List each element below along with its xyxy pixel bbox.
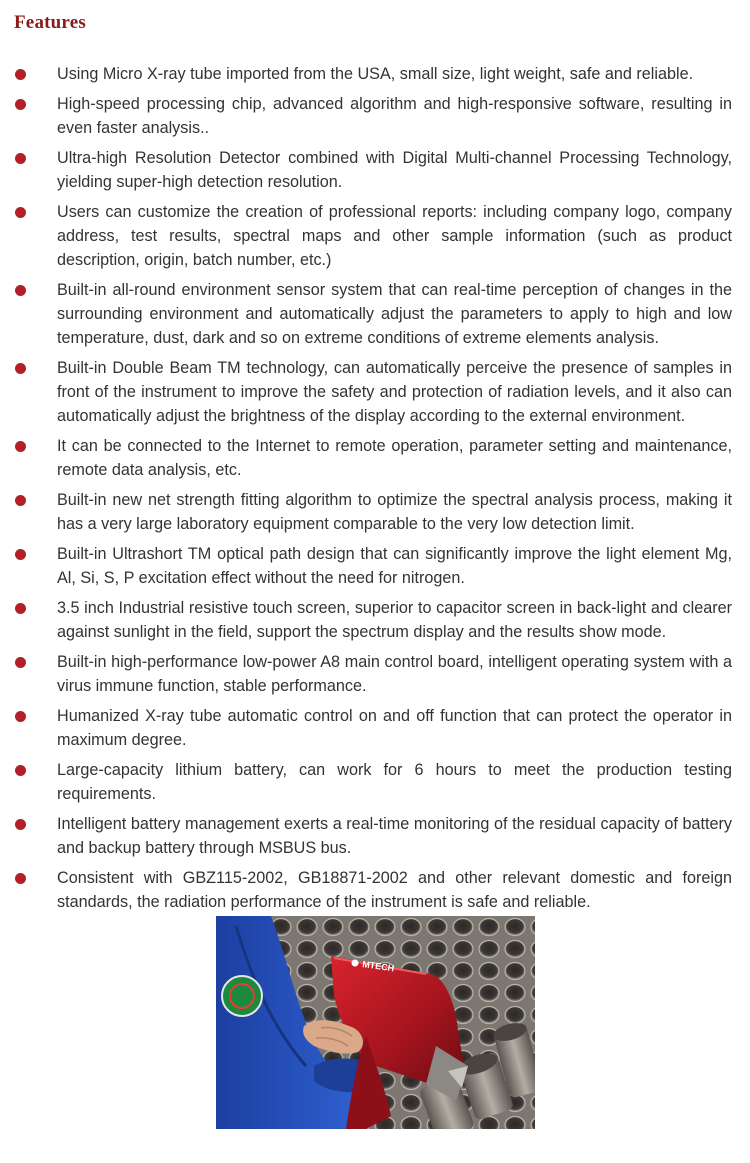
- feature-item: [0, 758, 750, 806]
- feature-text: Using Micro X-ray tube imported from the USA, small size, light weight, safe and reliable.: [57, 65, 694, 83]
- bullet-icon: [15, 99, 26, 110]
- feature-text: Built-in new net strength fitting algorithm to optimize the spectral analysis process, making it has a very large laboratory equipment comparable to the very low detection limit.: [57, 491, 732, 533]
- feature-text: Humanized X-ray tube automatic control on and off function that can protect the operator in maximum degree.: [57, 707, 732, 749]
- feature-text: 3.5 inch Industrial resistive touch screen, superior to capacitor screen in back-light and clearer against sunlight in the field, support the spectrum display and the results show mode.: [57, 599, 732, 641]
- feature-text: Intelligent battery management exerts a real-time monitoring of the residual capacity of battery and backup battery through MSBUS bus.: [57, 815, 732, 857]
- feature-text: Built-in all-round environment sensor system that can real-time perception of changes in the surrounding environment and automatically adjust the parameters to apply to high and low temperature, dust, dark and so on extreme conditions of extreme elements analysis.: [57, 281, 732, 347]
- feature-text: It can be connected to the Internet to remote operation, parameter setting and maintenance, remote data analysis, etc.: [57, 437, 732, 479]
- feature-item: [0, 596, 750, 644]
- bullet-icon: [15, 153, 26, 164]
- feature-item: [0, 488, 750, 536]
- brand-logo-icon: [352, 960, 359, 967]
- feature-text: Consistent with GBZ115-2002, GB18871-2002 and other relevant domestic and foreign standards, the radiation performance of the instrument is safe and reliable.: [57, 869, 732, 911]
- feature-item: [0, 278, 750, 350]
- bullet-icon: [15, 711, 26, 722]
- bullet-icon: [15, 657, 26, 668]
- bullet-icon: [15, 549, 26, 560]
- feature-item: [0, 812, 750, 860]
- feature-item: [0, 866, 750, 914]
- feature-item: [0, 92, 750, 140]
- feature-item: [0, 434, 750, 482]
- emblem-icon: [222, 976, 262, 1016]
- bullet-icon: [15, 207, 26, 218]
- bullet-icon: [15, 441, 26, 452]
- bullet-icon: [15, 69, 26, 80]
- bullet-icon: [15, 873, 26, 884]
- bullet-icon: [15, 819, 26, 830]
- feature-item: [0, 146, 750, 194]
- product-photo: [216, 916, 535, 1129]
- feature-list: [0, 62, 750, 920]
- feature-item: [0, 356, 750, 428]
- feature-item: [0, 200, 750, 272]
- bullet-icon: [15, 495, 26, 506]
- bullet-icon: [15, 363, 26, 374]
- feature-text: Large-capacity lithium battery, can work for 6 hours to meet the production testing requirements.: [57, 761, 732, 803]
- feature-item: [0, 542, 750, 590]
- bullet-icon: [15, 603, 26, 614]
- feature-item: [0, 650, 750, 698]
- features-heading: Features: [14, 12, 86, 33]
- feature-text: Ultra-high Resolution Detector combined with Digital Multi-channel Processing Technology, yielding super-high detection resolution.: [57, 149, 732, 191]
- feature-text: Built-in Double Beam TM technology, can automatically perceive the presence of samples in front of the instrument to improve the safety and protection of radiation levels, and it also can automatically adjust the brightness of the display according to the external environment.: [57, 359, 732, 425]
- bullet-icon: [15, 285, 26, 296]
- feature-text: Users can customize the creation of professional reports: including company logo, company address, test results, spectral maps and other sample information (such as product description, origin, batch number, etc.): [57, 203, 732, 269]
- feature-item: [0, 704, 750, 752]
- bullet-icon: [15, 765, 26, 776]
- feature-text: Built-in high-performance low-power A8 main control board, intelligent operating system with a virus immune function, stable performance.: [57, 653, 732, 695]
- feature-item: [0, 62, 750, 86]
- feature-text: High-speed processing chip, advanced algorithm and high-responsive software, resulting in even faster analysis..: [57, 95, 732, 137]
- feature-text: Built-in Ultrashort TM optical path design that can significantly improve the light element Mg, Al, Si, S, P excitation effect without the need for nitrogen.: [57, 545, 732, 587]
- device-brand-label: MTECH: [361, 959, 395, 974]
